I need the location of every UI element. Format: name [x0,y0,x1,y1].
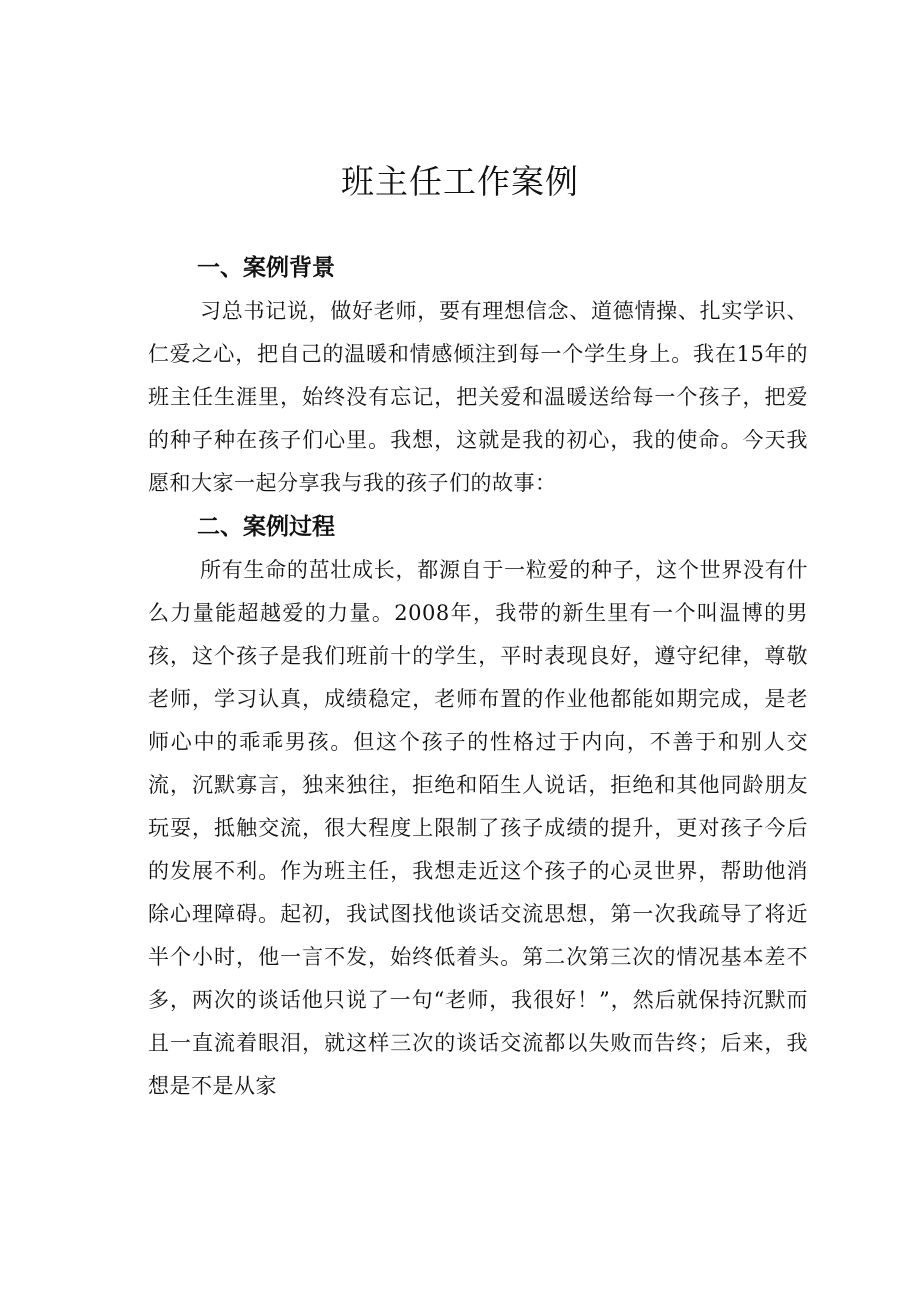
section-heading-background: 一、案例背景 [197,255,335,281]
section-paragraph-background: 习总书记说，做好老师，要有理想信念、道德情操、扎实学识、仁爱之心，把自己的温暖和情感倾注到每一个学生身上。我在15年的班主任生涯里，始终没有忘记，把关爱和温暖送给每一个孩子，把爱的种子种在孩子们心里。我想，这就是我的初心，我的使命。今天我愿和大家一起分享我与我的孩子们的故事： [148,299,808,495]
section-heading-process: 二、案例过程 [197,514,335,540]
section-paragraph-process: 所有生命的茁壮成长，都源自于一粒爱的种子，这个世界没有什么力量能超越爱的力量。2008年，我带的新生里有一个叫温博的男孩，这个孩子是我们班前十的学生，平时表现良好，遵守纪律，尊敬老师，学习认真，成绩稳定，老师布置的作业他都能如期完成，是老师心中的乖乖男孩。但这个孩子的性格过于内向，不善于和别人交流，沉默寡言，独来独往，拒绝和陌生人说话，拒绝和其他同龄朋友玩耍，抵触交流，很大程度上限制了孩子成绩的提升，更对孩子今后的发展不利。作为班主任，我想走近这个孩子的心灵世界，帮助他消除心理障碍。起初，我试图找他谈话交流思想，第一次我疏导了将近半个小时，他一言不发，始终低着头。第二次第三次的情况基本差不多，两次的谈话他只说了一句“老师，我很好！”，然后就保持沉默而且一直流着眼泪，就这样三次的谈话交流都以失败而告终；后来，我想是不是从家 [148,558,808,1098]
document-title: 班主任工作案例 [341,162,579,201]
